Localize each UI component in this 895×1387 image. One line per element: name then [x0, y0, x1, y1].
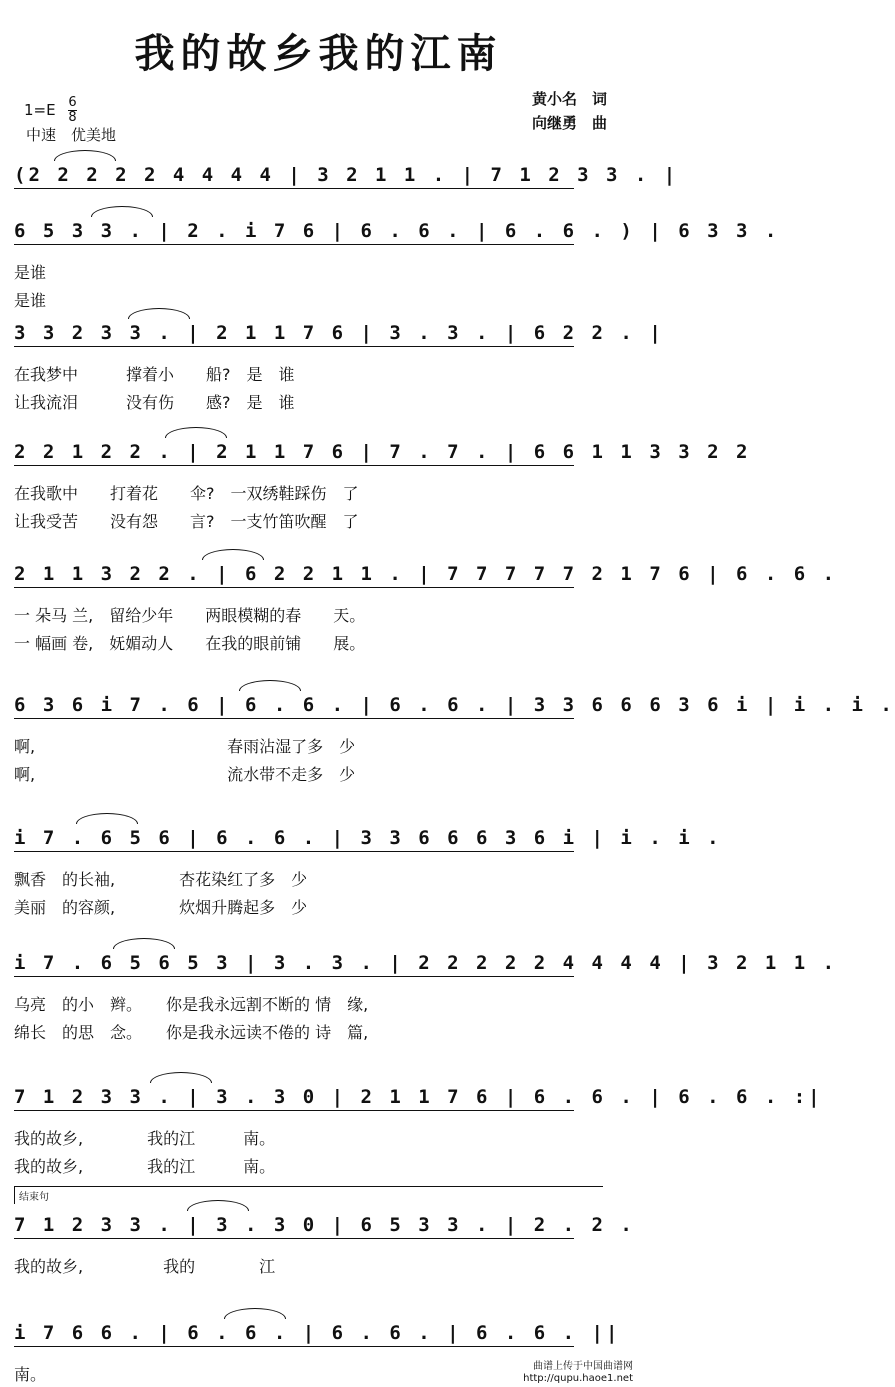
beam-line: [14, 1238, 574, 1239]
time-signature: $\frac{6}{8}$: [68, 95, 77, 125]
beam-line: [14, 465, 574, 466]
beam-line: [14, 1346, 574, 1347]
lyric-verse-1: 南。: [14, 1365, 47, 1384]
beam-line: [14, 976, 574, 977]
song-title: 我的故乡我的江南: [134, 31, 503, 77]
notation-line: [14, 216, 780, 246]
slur-arc: [91, 206, 153, 217]
lyric-verse-1: 一 朵马 兰, 留给少年 两眼模糊的春 天。: [14, 606, 366, 625]
notation-line: [14, 1210, 635, 1240]
notation-line: [14, 948, 838, 978]
lyric-verse-1: 是谁: [14, 263, 47, 282]
slur-arc: [76, 813, 138, 824]
notation-line: [14, 160, 679, 190]
lyric-verse-2: 美丽 的容颜, 炊烟升腾起多 少: [14, 898, 308, 917]
notation-line: [14, 1082, 823, 1112]
beam-line: [14, 346, 574, 347]
slur-arc: [165, 427, 227, 438]
jianpu-notes: 2 1 1 3 2 2 . | 6 2 2 1 1 . | 7 7 7 7 7 2 1 7 6 | 6 . 6 .: [14, 563, 838, 585]
notation-line: [14, 437, 751, 467]
beam-line: [14, 718, 574, 719]
beam-line: [14, 188, 574, 189]
slur-arc: [54, 150, 116, 161]
lyric-verse-2: 我的故乡, 我的江 南。: [14, 1157, 276, 1176]
jianpu-notes: i 7 6 6 . | 6 . 6 . | 6 . 6 . | 6 . 6 . ||: [14, 1322, 621, 1344]
jianpu-notes: 6 5 3 3 . | 2 . i 7 6 | 6 . 6 . | 6 . 6 . ) | 6 3 3 .: [14, 220, 780, 242]
beam-line: [14, 587, 574, 588]
lyric-verse-2: 让我流泪 没有伤 感? 是 谁: [14, 393, 295, 412]
notation-line: [14, 1318, 621, 1348]
lyric-verse-2: 一 幅画 卷, 妩媚动人 在我的眼前铺 展。: [14, 634, 366, 653]
key-label: 1=E: [24, 101, 56, 119]
lyric-verse-1: 我的故乡, 我的 江: [14, 1257, 276, 1276]
jianpu-notes: 2 2 1 2 2 . | 2 1 1 7 6 | 7 . 7 . | 6 6 1 1 3 3 2 2: [14, 441, 751, 463]
slur-arc: [113, 938, 175, 949]
lyric-verse-2: 啊, 流水带不走多 少: [14, 765, 356, 784]
beam-line: [14, 1110, 574, 1111]
lyric-verse-1: 乌亮 的小 辫。 你是我永远割不断的 情 缘,: [14, 995, 369, 1014]
beam-line: [14, 851, 574, 852]
notation-line: [14, 559, 838, 589]
jianpu-notes: (2 2 2 2 2 4 4 4 4 | 3 2 1 1 . | 7 1 2 3 3 . |: [14, 164, 679, 186]
lyric-verse-1: 我的故乡, 我的江 南。: [14, 1129, 276, 1148]
watermark-url: http://qupu.haoe1.net: [523, 1373, 633, 1384]
jianpu-notes: 7 1 2 3 3 . | 3 . 3 0 | 2 1 1 7 6 | 6 . 6 . | 6 . 6 . :|: [14, 1086, 823, 1108]
beam-line: [14, 244, 574, 245]
lyric-verse-1: 在我歌中 打着花 伞? 一双绣鞋踩伤 了: [14, 484, 359, 503]
notation-line: [14, 823, 722, 853]
slur-arc: [150, 1072, 212, 1083]
lyric-verse-1: 在我梦中 撑着小 船? 是 谁: [14, 365, 295, 384]
lyric-verse-2: 让我受苦 没有怨 言? 一支竹笛吹醒 了: [14, 512, 359, 531]
jianpu-notes: 6 3 6 i 7 . 6 | 6 . 6 . | 6 . 6 . | 3 3 6 6 6 3 6 i | i . i .: [14, 694, 895, 716]
lyric-verse-2: 是谁: [14, 291, 47, 310]
lyricist-credit: 黄小名 词: [531, 90, 607, 108]
notation-line: [14, 318, 664, 348]
lyric-verse-1: 飘香 的长袖, 杏花染红了多 少: [14, 870, 308, 889]
site-watermark: [523, 1361, 633, 1385]
slur-arc: [202, 549, 264, 560]
jianpu-notes: i 7 . 6 5 6 | 6 . 6 . | 3 3 6 6 6 3 6 i | i . i .: [14, 827, 722, 849]
lyric-verse-2: 绵长 的思 念。 你是我永远读不倦的 诗 篇,: [14, 1023, 369, 1042]
jianpu-notes: i 7 . 6 5 6 5 3 | 3 . 3 . | 2 2 2 2 2 4 4 4 4 | 3 2 1 1 .: [14, 952, 838, 974]
ending-marker: 结束句: [14, 1186, 603, 1204]
composer-credit: 向继勇 曲: [531, 114, 607, 132]
notation-line: [14, 690, 895, 720]
key-signature: [24, 96, 77, 125]
slur-arc: [128, 308, 190, 319]
jianpu-notes: 7 1 2 3 3 . | 3 . 3 0 | 6 5 3 3 . | 2 . 2 .: [14, 1214, 635, 1236]
slur-arc: [239, 680, 301, 691]
slur-arc: [224, 1308, 286, 1319]
watermark-text: 曲谱上传于中国曲谱网: [533, 1361, 633, 1372]
lyric-verse-1: 啊, 春雨沾湿了多 少: [14, 737, 356, 756]
jianpu-notes: 3 3 2 3 3 . | 2 1 1 7 6 | 3 . 3 . | 6 2 2 . |: [14, 322, 664, 344]
tempo-marking: 中速 优美地: [26, 126, 117, 144]
